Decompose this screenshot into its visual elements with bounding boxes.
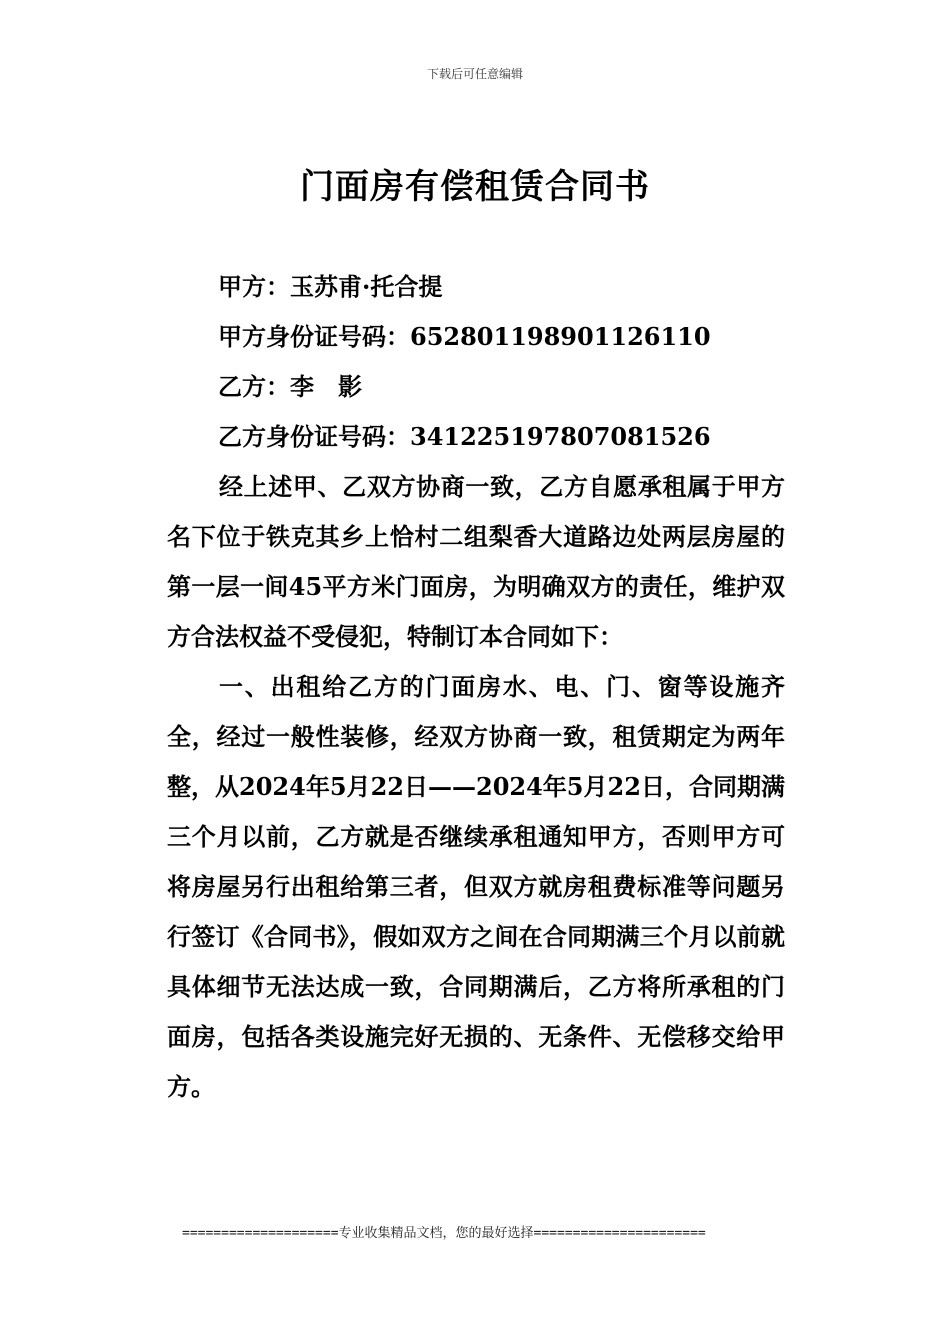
party-a-id-number: 甲方身份证号码：652801198901126110 xyxy=(218,322,711,351)
party-b-id-number: 乙方身份证号码：341225197807081526 xyxy=(218,422,711,451)
footer-note: ====================专业收集精品文档，您的最好选择====================== xyxy=(182,1226,706,1241)
clause-one-paragraph: 一、出租给乙方的门面房水、电、门、窗等设施齐全，经过一般性装修，经双方协商一致，租赁期定为两年整，从2024年5月22日——2024年5月22日，合同期满三个月以前，乙方就是否继续承租通知甲方，否则甲方可将房屋另行出租给第三者，但双方就房租费标准等问题另行签订《合同书》，假如双方之间在合同期满三个月以前就具体细节无法达成一致，合同期满后，乙方将所承租的门面房，包括各类设施完好无损的、无条件、无偿移交给甲方。 xyxy=(167,672,785,1101)
intro-paragraph: 经上述甲、乙双方协商一致，乙方自愿承租属于甲方名下位于铁克其乡上恰村二组梨香大道路边处两层房屋的第一层一间45平方米门面房，为明确双方的责任，维护双方合法权益不受侵犯，特制订本合同如下： xyxy=(167,472,785,651)
party-a-name: 甲方：玉苏甫·托合提 xyxy=(218,272,443,301)
party-b-name: 乙方：李 影 xyxy=(218,372,362,401)
contract-body xyxy=(167,462,785,1112)
document-title: 门面房有偿租赁合同书 xyxy=(300,167,650,207)
party-info-block xyxy=(218,262,818,462)
header-note: 下载后可任意编辑 xyxy=(426,67,523,81)
